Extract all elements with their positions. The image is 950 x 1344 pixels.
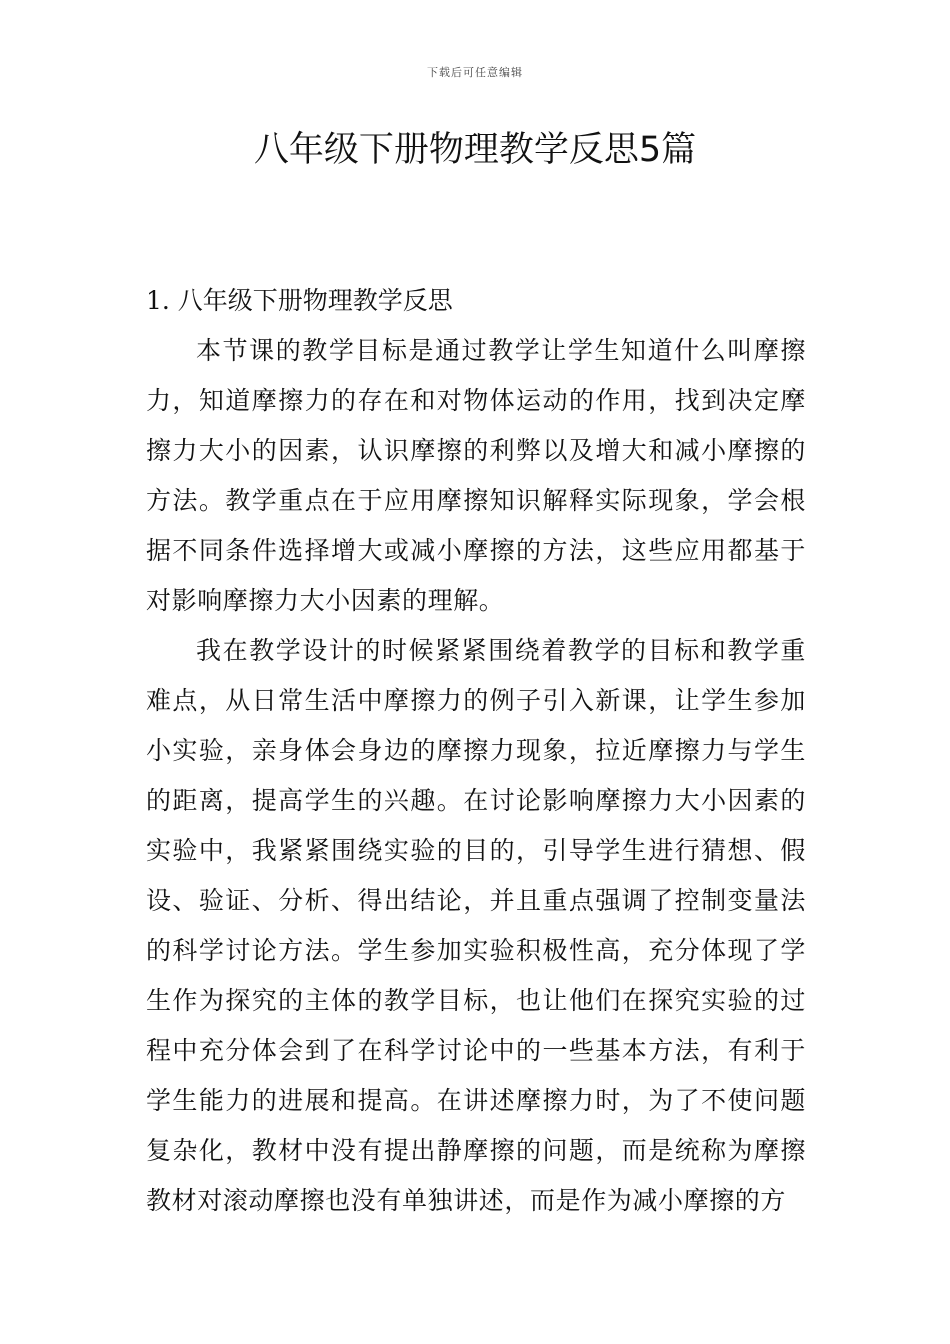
- paragraph-1: 本节课的教学目标是通过教学让学生知道什么叫摩擦力，知道摩擦力的存在和对物体运动的作用，找到决定摩擦力大小的因素，认识摩擦的利弊以及增大和减小摩擦的方法。教学重点在于应用摩擦知识解释实际现象，学会根据不同条件选择增大或减小摩擦的方法，这些应用都基于对影响摩擦力大小因素的理解。: [146, 336, 806, 615]
- header-note: 下载后可任意编辑: [427, 66, 523, 79]
- document-title: 八年级下册物理教学反思5篇: [253, 130, 697, 170]
- document-body: [146, 276, 806, 1226]
- paragraph-2: 我在教学设计的时候紧紧围绕着教学的目标和教学重难点，从日常生活中摩擦力的例子引入新课，让学生参加小实验，亲身体会身边的摩擦力现象，拉近摩擦力与学生的距离，提高学生的兴趣。在讨论影响摩擦力大小因素的实验中，我紧紧围绕实验的目的，引导学生进行猜想、假设、验证、分析、得出结论，并且重点强调了控制变量法的科学讨论方法。学生参加实验积极性高，充分体现了学生作为探究的主体的教学目标，也让他们在探究实验的过程中充分体会到了在科学讨论中的一些基本方法，有利于学生能力的进展和提高。在讲述摩擦力时，为了不使问题复杂化，教材中没有提出静摩擦的问题，而是统称为摩擦教材对滚动摩擦也没有单独讲述，而是作为减小摩擦的方: [146, 636, 806, 1215]
- section-heading: 1. 八年级下册物理教学反思: [146, 286, 453, 315]
